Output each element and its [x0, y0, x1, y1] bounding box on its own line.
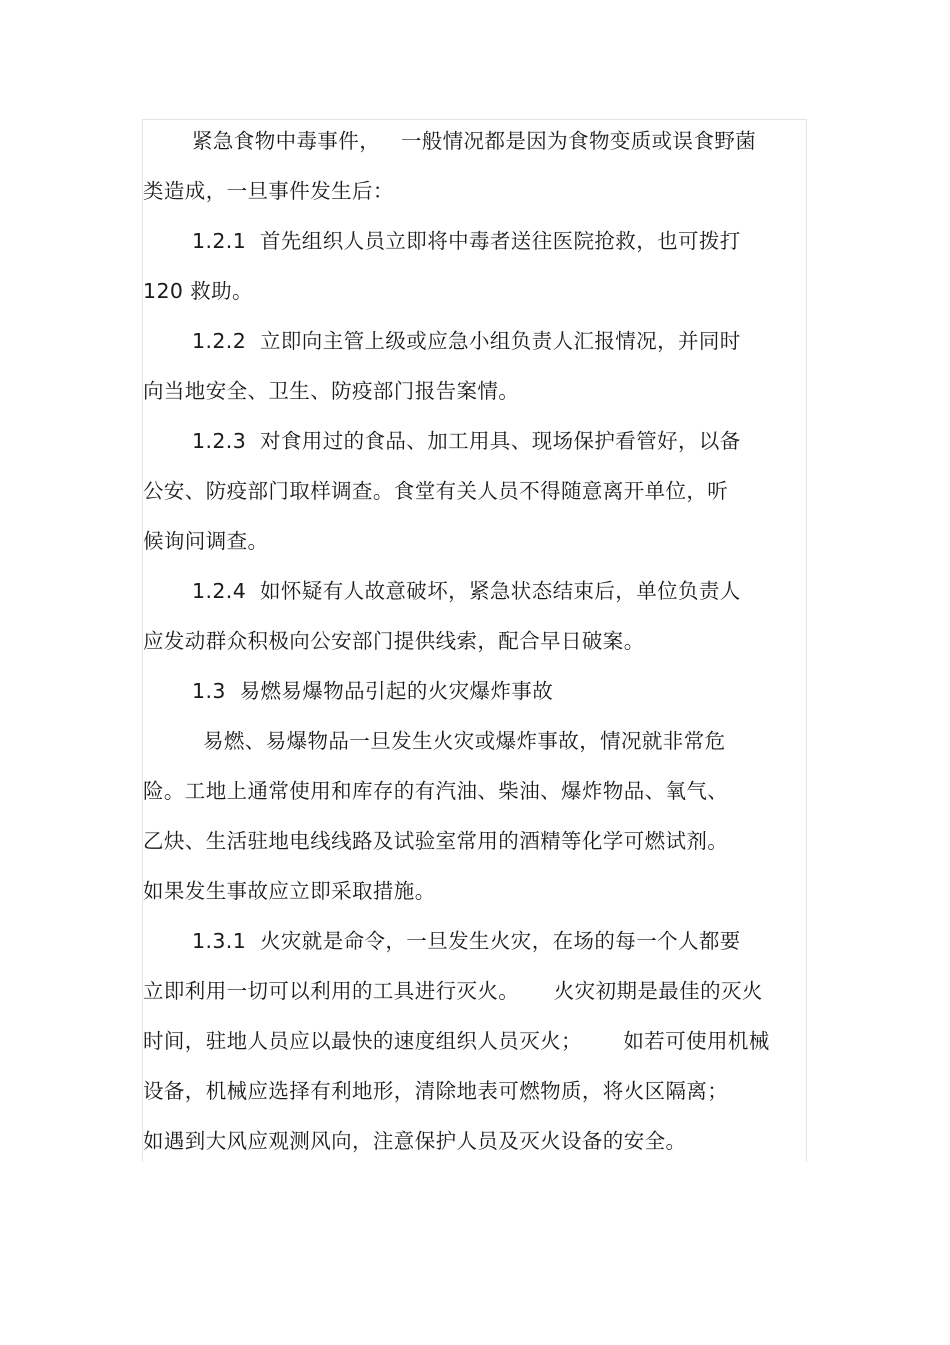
section-1-2-4: 1.2.4 如怀疑有人故意破坏，紧急状态结束后，单位负责人: [192, 579, 741, 603]
text-line: 紧急食物中毒事件， 一般情况都是因为食物变质或误食野菌: [192, 129, 757, 153]
text-line: 120 救助。: [143, 279, 253, 303]
text-line: 候询问调查。: [143, 529, 269, 553]
text-line: 公安、防疫部门取样调查。食堂有关人员不得随意离开单位，听: [143, 479, 729, 503]
text-line: 时间，驻地人员应以最快的速度组织人员灭火； 如若可使用机械: [143, 1029, 770, 1053]
section-1-2-3: 1.2.3 对食用过的食品、加工用具、现场保护看管好，以备: [192, 429, 741, 453]
text-line: 向当地安全、卫生、防疫部门报告案情。: [143, 379, 520, 403]
section-1-2-2: 1.2.2 立即向主管上级或应急小组负责人汇报情况，并同时: [192, 329, 741, 353]
text-line: 设备，机械应选择有利地形，清除地表可燃物质，将火区隔离；: [143, 1079, 729, 1103]
text-line: 立即利用一切可以利用的工具进行灭火。 火灾初期是最佳的灭火: [143, 979, 763, 1003]
text-line: 如遇到大风应观测风向，注意保护人员及灭火设备的安全。: [143, 1129, 687, 1153]
text-line: 易燃、易爆物品一旦发生火灾或爆炸事故，情况就非常危: [203, 729, 726, 753]
text-line: 险。工地上通常使用和库存的有汽油、柴油、爆炸物品、氧气、: [143, 779, 729, 803]
text-line: 类造成，一旦事件发生后：: [143, 179, 394, 203]
text-line: 应发动群众积极向公安部门提供线索，配合早日破案。: [143, 629, 645, 653]
text-line: 如果发生事故应立即采取措施。: [143, 879, 436, 903]
text-line: 乙炔、生活驻地电线线路及试验室常用的酒精等化学可燃试剂。: [143, 829, 729, 853]
section-1-3-1: 1.3.1 火灾就是命令，一旦发生火灾，在场的每一个人都要: [192, 929, 741, 953]
section-1-3-heading: 1.3 易燃易爆物品引起的火灾爆炸事故: [192, 679, 554, 703]
section-1-2-1: 1.2.1 首先组织人员立即将中毒者送往医院抢救，也可拨打: [192, 229, 741, 253]
